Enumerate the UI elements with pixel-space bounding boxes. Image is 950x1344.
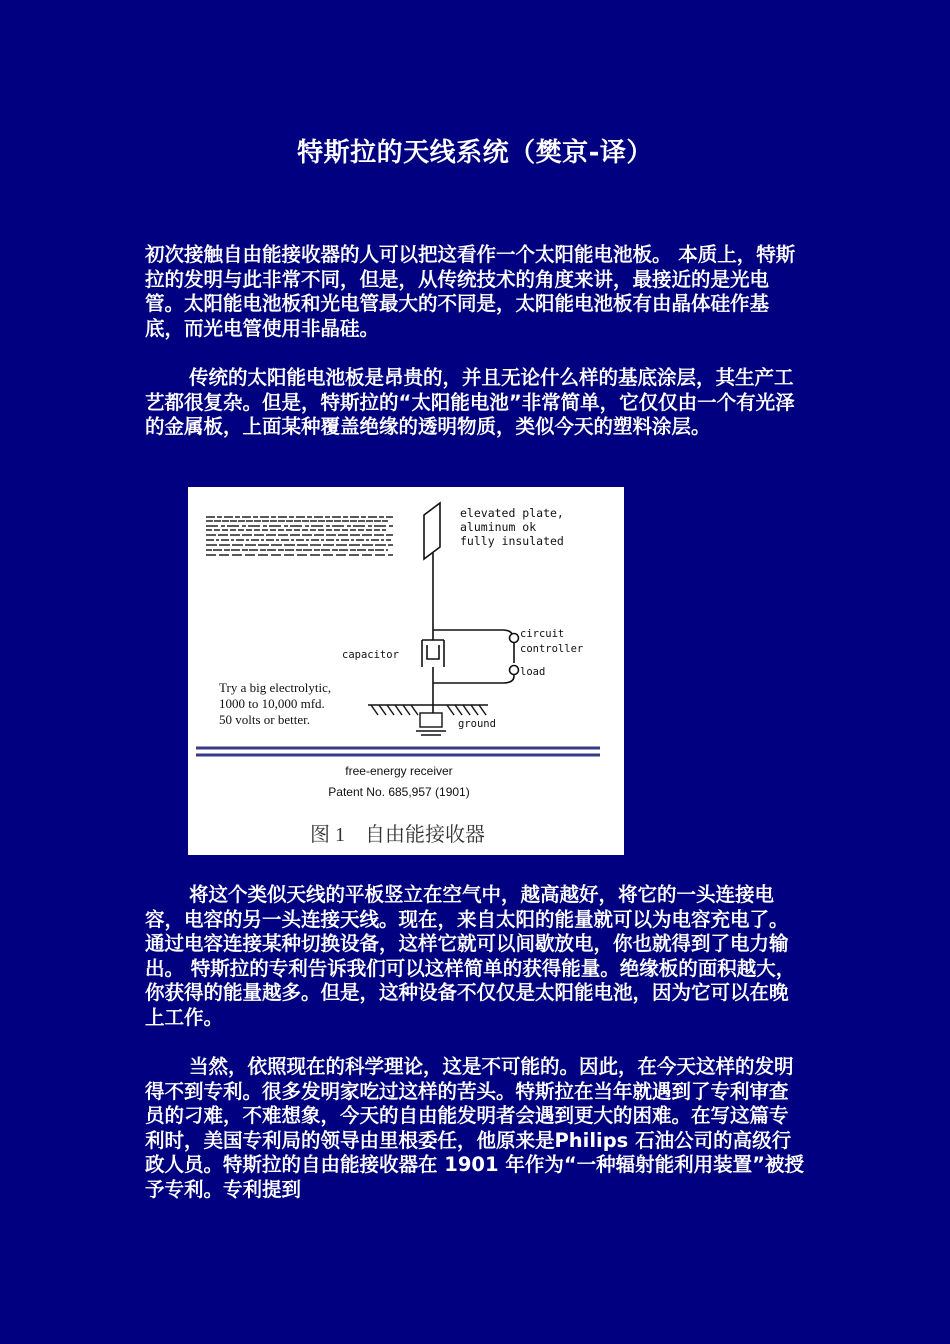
svg-text:circuit: circuit — [520, 628, 565, 640]
plate-label — [460, 506, 564, 548]
paragraph-4: 当然，依照现在的科学理论，这是不可能的。因此，在今天这样的发明得不到专利。很多发明家吃过这样的苦头。特斯拉在当年就遇到了专利审查员的刁难，不难想象，今天的自由能发明者会遇到更大的困难。在写这篇专利时，美国专利局的领导由里根委任，他原来是Philips 石油公司的高级行政人员。特斯拉的自由能接收器在 1901 年作为“一种辐射能利用装置”被授予专利。专利提到 — [145, 1055, 804, 1201]
svg-text:fully insulated: fully insulated — [460, 534, 564, 548]
document-title: 特斯拉的天线系统（樊京-译） — [297, 138, 653, 168]
scribbled-text-lines — [206, 517, 393, 555]
ground-label: ground — [458, 718, 496, 730]
svg-text:1000 to 10,000 mfd.: 1000 to 10,000 mfd. — [219, 696, 325, 711]
paragraph-2: 传统的太阳能电池板是昂贵的，并且无论什么样的基底涂层，其生产工艺都很复杂。但是，特斯拉的“太阳能电池”非常简单，它仅仅由一个有光泽的金属板，上面某种覆盖绝缘的透明物质，类似今天的塑料涂层。 — [145, 366, 795, 438]
figure-diagram — [188, 487, 624, 855]
svg-text:50 volts or better.: 50 volts or better. — [219, 712, 310, 727]
circuit-label — [520, 628, 583, 655]
svg-text:Try a big electrolytic,: Try a big electrolytic, — [219, 680, 332, 695]
svg-text:aluminum ok: aluminum ok — [460, 520, 537, 534]
capacitor — [422, 635, 444, 713]
circuit-wires — [433, 630, 519, 683]
figure-rules — [196, 748, 600, 755]
svg-text:elevated plate,: elevated plate, — [460, 506, 564, 520]
receiver-label: free-energy receiver — [345, 764, 453, 778]
svg-text:controller: controller — [520, 643, 584, 655]
figure-caption: 图 1 自由能接收器 — [310, 824, 485, 846]
figure-free-energy-receiver — [188, 487, 624, 855]
paragraph-3: 将这个类似天线的平板竖立在空气中，越高越好，将它的一头连接电容，电容的另一头连接天线。现在，来自太阳的能量就可以为电容充电了。通过电容连接某种切换设备，这样它就可以间歇放电，你也就得到了电力输出。 特斯拉的专利告诉我们可以这样简单的获得能量。绝缘板的面积越大，你获得的能量越多。但是，这种设备不仅仅是太阳能电池，因为它可以在晚上工作。 — [145, 883, 796, 1029]
capacitor-note — [219, 680, 331, 727]
elevated-plate — [424, 503, 440, 559]
paragraph-1: 初次接触自由能接收器的人可以把这看作一个太阳能电池板。 本质上，特斯拉的发明与此非常不同，但是，从传统技术的角度来讲，最接近的是光电管。太阳能电池板和光电管最大的不同是，太阳能电池板有由晶体硅作基底，而光电管使用非晶硅。 — [145, 243, 796, 340]
patent-label: Patent No. 685,957 (1901) — [328, 785, 470, 799]
capacitor-label: capacitor — [342, 649, 399, 661]
load-label: load — [520, 666, 546, 678]
